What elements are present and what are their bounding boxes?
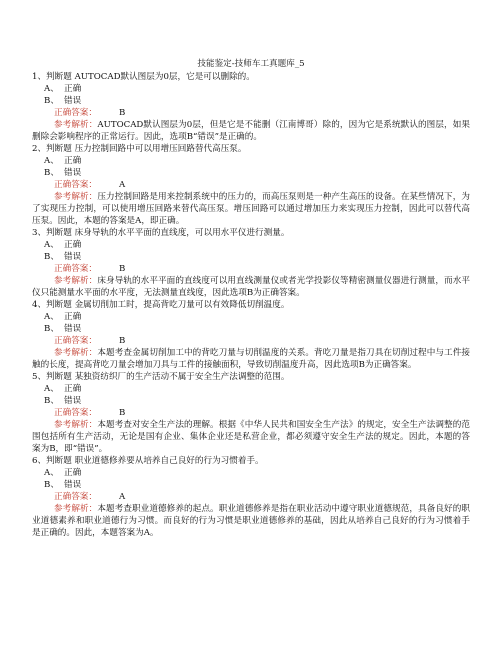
question-stem: 6、判断题 职业道德修养要从培养自己良好的行为习惯着手。	[32, 456, 264, 466]
answer-option	[32, 83, 470, 95]
explanation	[32, 275, 470, 299]
option-letter: B、	[44, 96, 59, 106]
option-letter: B、	[44, 168, 59, 178]
option-letter: A、	[44, 156, 59, 166]
question-stem: 4、判断题 金属切削加工时，提高背吃刀量可以有效降低切削温度。	[32, 300, 290, 310]
explanation-text: 本题考查对安全生产法的理解。根据《中华人民共和国安全生产法》的规定，安全生产法调整的范围包括所有生产活动，无论是国有企业、集体企业还是私营企业，都必须遵守安全生产法的规定。因此，本题的答案为B，即“错误”。	[32, 420, 470, 454]
explanation-text: 本题考查金属切削加工中的背吃刀量与切削温度的关系。背吃刀量是指刀具在切削过程中与工件接触的长度，提高背吃刀量会增加刀具与工件的接触面积，导致切削温度升高，因此选项B为正确答案。	[32, 348, 470, 370]
correct-answer	[32, 335, 470, 347]
correct-answer-label: 正确答案：	[54, 264, 97, 274]
question-block	[32, 455, 470, 539]
explanation-label: 参考解析：	[54, 348, 98, 358]
option-letter: B、	[44, 480, 59, 490]
explanation	[32, 347, 470, 371]
correct-answer	[32, 107, 470, 119]
question-block	[32, 227, 470, 299]
explanation-text: 床身导轨的水平平面的直线度可以用直线测量仪或者光学投影仪等精密测量仪器进行测量，而水平仪只能测量水平面的水平度，无法测量直线度，因此选项B为正确答案。	[32, 276, 470, 298]
option-letter: A、	[44, 384, 59, 394]
correct-answer	[32, 263, 470, 275]
option-text: 正确	[64, 468, 82, 478]
correct-answer-value: B	[118, 408, 126, 418]
explanation-label: 参考解析：	[54, 192, 98, 202]
question-block	[32, 143, 470, 227]
question-stem: 2、判断题 压力控制回路中可以用增压回路替代高压泵。	[32, 144, 247, 154]
explanation-text: AUTOCAD默认图层为0层，但是它是不能删（江南博哥）除的，因为它是系统默认的图层，如果删除会影响程序的正常运行。因此，选项B“错误”是正确的。	[32, 120, 470, 142]
option-text: 正确	[64, 156, 82, 166]
correct-answer-value: B	[118, 336, 126, 346]
document-title: 技能鉴定-技师车工真题库_5	[197, 59, 305, 69]
correct-answer-label: 正确答案：	[54, 180, 97, 190]
answer-option	[32, 155, 470, 167]
explanation	[32, 419, 470, 455]
correct-answer-value: B	[118, 108, 126, 118]
answer-option	[32, 311, 470, 323]
answer-option	[32, 323, 470, 335]
explanation-label: 参考解析：	[54, 276, 98, 286]
correct-answer-value: A	[118, 492, 126, 502]
option-text: 错误	[64, 324, 82, 334]
answer-option	[32, 239, 470, 251]
option-text: 正确	[64, 384, 82, 394]
explanation-text: 本题考查职业道德修养的起点。职业道德修养是指在职业活动中遵守职业道德规范，具备良好的职业道德素养和职业道德行为习惯。而良好的行为习惯是职业道德修养的基础，因此从培养自己良好的行为习惯着手是正确的。因此，本题答案为A。	[32, 504, 470, 538]
correct-answer-value: A	[118, 180, 126, 190]
explanation	[32, 191, 470, 227]
answer-option	[32, 251, 470, 263]
option-letter: B、	[44, 252, 59, 262]
question-stem: 3、判断题 床身导轨的水平平面的直线度，可以用水平仪进行测量。	[32, 228, 290, 238]
option-text: 错误	[64, 396, 82, 406]
answer-option	[32, 479, 470, 491]
option-text: 错误	[64, 96, 82, 106]
option-letter: A、	[44, 240, 59, 250]
option-text: 错误	[64, 252, 82, 262]
correct-answer-label: 正确答案：	[54, 336, 97, 346]
correct-answer-label: 正确答案：	[54, 492, 97, 502]
answer-option	[32, 395, 470, 407]
correct-answer	[32, 179, 470, 191]
explanation-label: 参考解析：	[54, 120, 98, 130]
explanation-label: 参考解析：	[54, 504, 98, 514]
option-letter: B、	[44, 324, 59, 334]
answer-option	[32, 383, 470, 395]
option-text: 正确	[64, 312, 82, 322]
explanation	[32, 503, 470, 539]
correct-answer-label: 正确答案：	[54, 108, 97, 118]
question-stem: 5、判断题 某独资纺织厂的生产活动不属于安全生产法调整的范围。	[32, 372, 290, 382]
explanation-label: 参考解析：	[54, 420, 98, 430]
explanation-text: 压力控制回路是用来控制系统中的压力的，而高压泵则是一种产生高压的设备。在某些情况下，为了实现压力控制，可以使用增压回路来替代高压泵。增压回路可以通过增加压力来实现压力控制，因此可以替代高压泵。因此，本题的答案是A，即正确。	[32, 192, 470, 226]
question-stem: 1、判断题 AUTOCAD默认图层为0层，它是可以删除的。	[32, 72, 255, 82]
answer-option	[32, 167, 470, 179]
option-letter: A、	[44, 312, 59, 322]
document-page	[32, 58, 470, 539]
option-text: 错误	[64, 480, 82, 490]
correct-answer	[32, 491, 470, 503]
option-letter: B、	[44, 396, 59, 406]
question-list	[32, 71, 470, 539]
option-letter: A、	[44, 468, 59, 478]
question-block	[32, 371, 470, 455]
option-text: 正确	[64, 240, 82, 250]
question-block	[32, 299, 470, 371]
answer-option	[32, 95, 470, 107]
option-text: 错误	[64, 168, 82, 178]
correct-answer-value: B	[118, 264, 126, 274]
option-text: 正确	[64, 84, 82, 94]
explanation	[32, 119, 470, 143]
option-letter: A、	[44, 84, 59, 94]
correct-answer	[32, 407, 470, 419]
correct-answer-label: 正确答案：	[54, 408, 97, 418]
answer-option	[32, 467, 470, 479]
question-block	[32, 71, 470, 143]
